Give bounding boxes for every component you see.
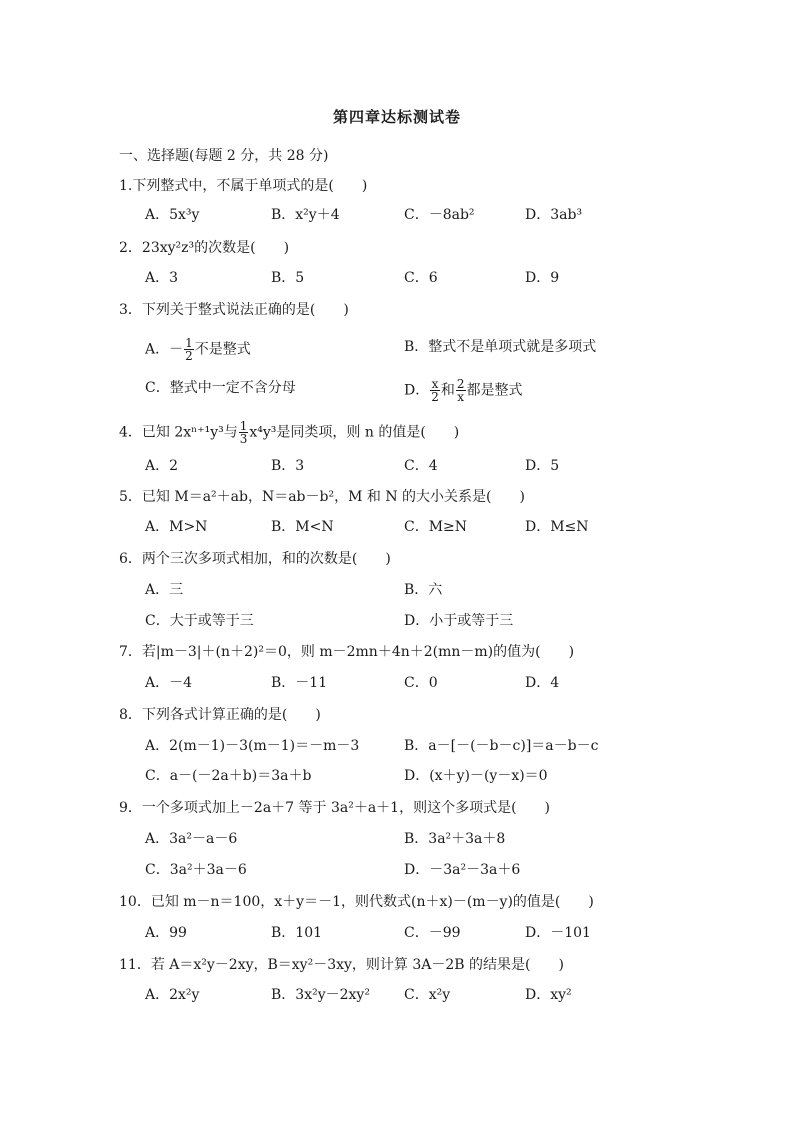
page-title: 第四章达标测试卷: [332, 108, 461, 126]
question-10-stem: 10．已知 m－n＝100，x＋y＝－1，则代数式(n＋x)－(m－y)的值是( ): [119, 894, 594, 910]
question-10-option-a: A．99: [145, 925, 187, 941]
question-6-option-c: C．大于或等于三: [145, 613, 254, 629]
question-4-option-a: A．2: [145, 458, 179, 474]
question-7-option-b: B．－11: [271, 675, 328, 691]
question-3-option-d: [404, 378, 523, 403]
question-4-option-c: C．4: [404, 458, 438, 474]
question-4-option-b: B．3: [271, 458, 305, 474]
fraction-one-half: $\frac{1}{2}$: [185, 336, 193, 363]
question-8-option-d: D．(x＋y)－(y－x)＝0: [404, 768, 548, 784]
question-11-option-d: D．xy²: [525, 987, 572, 1003]
question-9-stem: 9．一个多项式加上－2a＋7 等于 3a²＋a＋1，则这个多项式是( ): [119, 800, 551, 816]
question-7-option-a: A．－4: [145, 675, 193, 691]
question-9-option-b: B．3a²＋3a＋8: [404, 831, 506, 847]
question-10-option-b: B．101: [271, 925, 323, 941]
question-10-option-d: D．－101: [525, 925, 591, 941]
question-5-option-c: C．M≥N: [404, 519, 468, 535]
question-6-stem: 6．两个三次多项式相加，和的次数是( ): [119, 551, 391, 567]
question-7-option-c: C．0: [404, 675, 438, 691]
option-d-label: D．: [404, 382, 430, 399]
question-11-option-c: C．x²y: [404, 987, 451, 1003]
question-11-option-a: A．2x²y: [145, 987, 200, 1003]
question-7-stem: 7．若|m－3|＋(n＋2)²＝0，则 m－2mn＋4n＋2(mn－m)的值为( ): [119, 644, 575, 660]
question-2-option-d: D．9: [525, 270, 560, 286]
question-4-stem: [119, 420, 459, 445]
question-9-option-a: A．3a²－a－6: [145, 831, 238, 847]
question-8-option-c: C．a－(－2a＋b)＝3a＋b: [145, 768, 312, 784]
question-5-option-d: D．M≤N: [525, 519, 589, 535]
question-6-option-b: B．六: [404, 582, 443, 598]
fraction-one-third: $\frac{1}{3}$: [239, 419, 248, 446]
question-5-option-a: A．M>N: [145, 519, 208, 535]
question-1-option-d: D．3ab³: [525, 207, 583, 223]
question-1-stem: 1.下列整式中，不属于单项式的是( ): [119, 178, 368, 194]
question-8-option-a: A．2(m－1)－3(m－1)＝－m－3: [145, 738, 360, 754]
question-6-option-a: A．三: [145, 582, 184, 598]
question-10-option-c: C．－99: [404, 925, 461, 941]
question-11-stem: 11．若 A＝x²y－2xy，B＝xy²－3xy，则计算 3A－2B 的结果是( ): [119, 957, 564, 973]
question-8-stem: 8．下列各式计算正确的是( ): [119, 707, 321, 723]
question-5-option-b: B．M<N: [271, 519, 334, 535]
question-5-stem: 5．已知 M＝a²＋ab，N＝ab－b²，M 和 N 的大小关系是( ): [119, 489, 525, 505]
question-9-option-d: D．－3a²－3a＋6: [404, 862, 521, 878]
question-3-option-b: B．整式不是单项式就是多项式: [404, 339, 597, 355]
question-11-option-b: B．3x²y－2xy²: [271, 987, 370, 1003]
question-9-option-c: C．3a²＋3a－6: [145, 862, 247, 878]
question-1-option-a: A．5x³y: [145, 207, 200, 223]
fraction-x-over-2: $\frac{x}{2}$: [431, 377, 439, 404]
fraction-2-over-x: $\frac{2}{x}$: [456, 377, 465, 404]
question-2-option-b: B．5: [271, 270, 305, 286]
question-1-option-b: B．x²y＋4: [271, 207, 340, 223]
question-2-stem: 2．23xy²z³的次数是( ): [119, 240, 290, 256]
question-4-stem-part-a: 4．已知 2xⁿ⁺¹y³与: [119, 424, 238, 441]
option-d-connector: 和: [440, 382, 455, 399]
question-4-option-d: D．5: [525, 458, 560, 474]
question-4-stem-part-b: x⁴y³是同类项，则 n 的值是( ): [249, 424, 460, 441]
question-3-stem: 3．下列关于整式说法正确的是( ): [119, 302, 349, 318]
question-3-option-c: C．整式中一定不含分母: [145, 380, 296, 396]
question-1-option-c: C．－8ab²: [404, 207, 475, 223]
option-d-text: 都是整式: [466, 382, 523, 399]
question-6-option-d: D．小于或等于三: [404, 613, 514, 629]
question-3-option-a: [145, 337, 251, 362]
question-7-option-d: D．4: [525, 675, 560, 691]
option-a-label: A．－: [145, 341, 184, 358]
question-8-option-b: B．a－[－(－b－c)]＝a－b－c: [404, 738, 599, 754]
option-a-text: 不是整式: [194, 341, 251, 358]
question-2-option-c: C．6: [404, 270, 438, 286]
question-2-option-a: A．3: [145, 270, 179, 286]
section-heading: 一、选择题(每题 2 分，共 28 分): [119, 148, 329, 164]
